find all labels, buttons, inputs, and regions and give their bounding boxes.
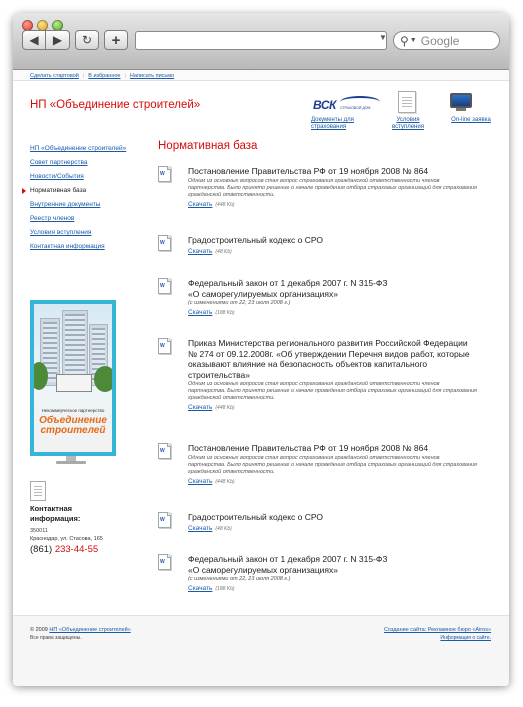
banner-image <box>34 304 112 452</box>
plus-icon: + <box>111 31 121 49</box>
nav-item-registry[interactable]: Реестр членов <box>30 215 75 222</box>
word-document-icon[interactable] <box>158 512 171 528</box>
document-icon[interactable] <box>398 91 416 113</box>
file-size: (448 Kb) <box>215 405 235 411</box>
nav-item-news[interactable]: Новости/События <box>30 173 84 180</box>
site-title[interactable]: НП «Объединение строителей» <box>30 99 201 111</box>
contact-document-icon <box>30 481 46 501</box>
utility-links: Сделать стартовой | В избранное | Написать письмо <box>30 73 175 79</box>
forward-button[interactable] <box>46 30 70 50</box>
download-link[interactable]: Скачать <box>188 200 213 208</box>
banner-caption: Некоммерческое партнерство <box>41 408 105 413</box>
nav-item-normative-label: Нормативная база <box>30 187 87 194</box>
browser-toolbar <box>13 13 509 70</box>
document-description: Одним из основных вопросов стал вопрос страхования гражданской ответственности членов партнерства. Было принято решение о начале проведения отбора страховых организаций для страхования гражданской ответственности. <box>188 454 477 475</box>
make-homepage-link[interactable]: Сделать стартовой <box>30 73 79 79</box>
download-link[interactable]: Скачать <box>188 585 213 592</box>
reload-button[interactable] <box>75 30 99 50</box>
footer-copyright <box>30 627 131 633</box>
copyright-year: © 2009 <box>30 627 48 633</box>
reload-icon: ↻ <box>81 33 93 47</box>
word-document-icon[interactable] <box>158 443 171 459</box>
document-title[interactable]: Федеральный закон от 1 декабря 2007 г. N 315-ФЗ «О саморегулируемых организациях» <box>188 278 388 299</box>
online-request-link[interactable]: On-line заявка <box>451 117 491 123</box>
contact-zip: 350011 <box>30 528 48 534</box>
word-document-icon[interactable] <box>158 235 171 251</box>
nav-item-contacts[interactable]: Контактная информация <box>30 243 105 250</box>
file-size: (48 Kb) <box>215 248 232 255</box>
nav-item-council[interactable]: Совет партнерства <box>30 159 88 166</box>
download-link[interactable]: Скачать <box>188 404 213 411</box>
monitor-stand <box>456 108 466 111</box>
url-dropdown-icon[interactable]: ▼ <box>379 33 387 42</box>
document-description: (с изменениями от 22, 23 июля 2008 г.) <box>188 300 291 306</box>
arrow-left-icon: ◀ <box>29 33 39 47</box>
join-conditions-link[interactable]: Условия вступления <box>392 117 424 130</box>
contact-address: Краснодар, ул. Стасова, 165 <box>30 536 103 542</box>
write-letter-link[interactable]: Написать письмо <box>129 73 175 79</box>
download-link[interactable]: Скачать <box>188 247 213 255</box>
word-document-icon[interactable] <box>158 554 171 570</box>
search-icon: ⚲ <box>400 33 409 48</box>
document-description: (с изменениями от 22, 23 июля 2008 г.) <box>188 576 291 582</box>
document-title[interactable]: Федеральный закон от 1 декабря 2007 г. N 315-ФЗ «О саморегулируемых организациях» <box>188 554 388 575</box>
contact-title: Контактная информация: <box>30 504 81 523</box>
vsk-tagline: СТРАХОВОЙ ДОМ <box>340 106 371 110</box>
nav-item-np[interactable]: НП «Объединение строителей» <box>30 145 127 152</box>
word-document-icon[interactable] <box>158 278 171 294</box>
arrow-right-icon: ▶ <box>52 33 63 47</box>
document-description: Одним из основных вопросов стал вопрос страхования гражданской ответственности членов партнерства. Было принято решение о начале проведения отбора страховых организаций для страхования гражданской ответственности. <box>188 177 477 198</box>
search-field[interactable] <box>393 31 500 50</box>
promo-banner[interactable] <box>30 300 116 456</box>
document-title[interactable]: Постановление Правительства РФ от 19 ноября 2008 № 864 <box>188 166 429 176</box>
monitor-icon[interactable] <box>450 93 472 108</box>
footer-credit-link[interactable]: Создание сайта: Рекламное бюро «Airos» <box>383 627 491 633</box>
vsk-logo-text: ВСК <box>313 98 336 112</box>
search-placeholder: Google <box>420 33 460 48</box>
add-bookmark-button[interactable] <box>104 30 128 50</box>
contact-phone <box>30 544 98 555</box>
page-footer <box>13 615 509 686</box>
truck-image <box>56 374 92 392</box>
chevron-down-icon: ▼ <box>409 37 417 44</box>
footer-rights: Все права защищены. <box>30 635 82 641</box>
file-size: (448 Kb) <box>215 478 235 485</box>
download-link[interactable]: Скачать <box>188 524 213 532</box>
download-link[interactable]: Скачать <box>188 309 213 316</box>
document-title[interactable]: Градостроительный кодекс о СРО <box>188 512 323 522</box>
document-title[interactable]: Постановление Правительства РФ от 19 ноября 2008 № 864 <box>188 443 429 453</box>
add-favorites-link[interactable]: В избранное <box>88 73 121 79</box>
footer-info-link[interactable]: Информация о сайте. <box>440 635 491 641</box>
file-size: (188 Kb) <box>215 586 235 592</box>
triangle-bullet-icon <box>22 188 26 194</box>
banner-name: Объединение строителей <box>39 415 107 436</box>
nav-item-conditions[interactable]: Условия вступления <box>30 229 92 236</box>
insurance-docs-link[interactable]: Документы для страхования <box>311 117 354 130</box>
footer-site-link[interactable]: НП «Объединение строителей» <box>49 627 131 633</box>
vsk-logo[interactable] <box>313 96 379 118</box>
tree-image <box>94 366 112 392</box>
back-button[interactable] <box>22 30 46 50</box>
page-title: Нормативная база <box>158 140 258 152</box>
nav-item-internal-docs[interactable]: Внутренние документы <box>30 201 101 208</box>
nav-item-normative[interactable] <box>30 187 86 194</box>
file-size: (188 Kb) <box>215 310 235 316</box>
banner-base <box>56 461 86 464</box>
document-title[interactable]: Приказ Министерства регионального развития Российской Федерации № 274 от 09.12.2008г. «Об утверждении Перечня видов работ, которые оказывают влияние на безопасность объектов капитального строительства» <box>188 338 470 380</box>
phone-code: (861) <box>30 544 53 555</box>
address-bar[interactable] <box>135 31 387 50</box>
word-document-icon[interactable] <box>158 166 171 182</box>
phone-number: 233-44-55 <box>54 544 99 555</box>
document-title[interactable]: Градостроительный кодекс о СРО <box>188 235 323 245</box>
word-document-icon[interactable] <box>158 338 171 354</box>
document-description: Одним из основных вопросов стал вопрос страхования гражданской ответственности членов партнерства. Было принято решение о начале проведения отбора страховых организаций для страхования гражданской ответственности. <box>188 381 477 401</box>
file-size: (448 Kb) <box>215 201 235 208</box>
file-size: (48 Kb) <box>215 525 232 532</box>
download-link[interactable]: Скачать <box>188 477 213 485</box>
